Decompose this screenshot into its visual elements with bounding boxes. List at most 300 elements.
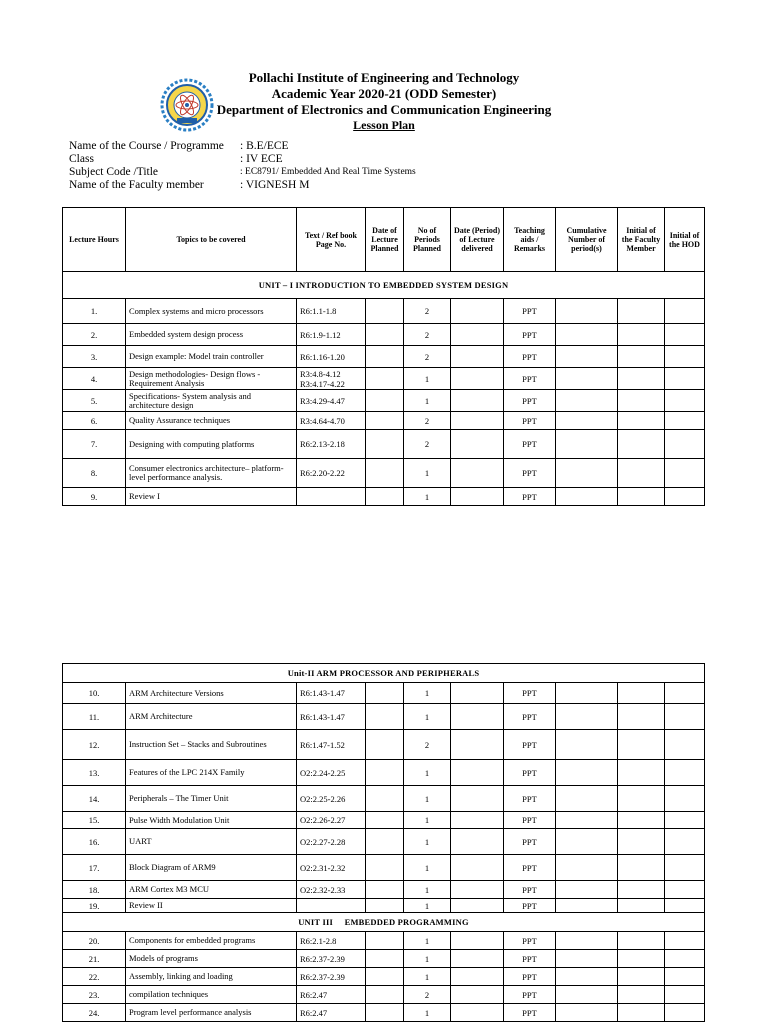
date-planned <box>366 932 404 950</box>
topic: Block Diagram of ARM9 <box>126 855 297 881</box>
date-planned <box>366 986 404 1004</box>
date-planned <box>366 812 404 829</box>
hod-initial <box>665 368 705 390</box>
cumulative-periods <box>556 829 618 855</box>
lecture-number: 13. <box>63 760 126 786</box>
ref-page: R6:2.1-2.8 <box>297 932 366 950</box>
ref-page: R3:4.8-4.12 R3:4.17-4.22 <box>297 368 366 390</box>
cumulative-periods <box>556 986 618 1004</box>
faculty-initial <box>618 459 665 488</box>
teaching-aids: PPT <box>504 459 556 488</box>
ref-page <box>297 488 366 506</box>
date-planned <box>366 704 404 730</box>
faculty-initial <box>618 760 665 786</box>
unit-title: Unit-II ARM PROCESSOR AND PERIPHERALS <box>63 664 705 683</box>
hod-initial <box>665 346 705 368</box>
date-delivered <box>451 683 504 704</box>
topic: Specifications- System analysis and architecture design <box>126 390 297 412</box>
info-value: : EC8791/ Embedded And Real Time Systems <box>240 167 416 177</box>
table-row <box>63 346 705 368</box>
date-planned <box>366 881 404 899</box>
hod-initial <box>665 829 705 855</box>
col-header: Initial of the HOD <box>665 208 705 272</box>
periods-planned: 1 <box>404 1004 451 1022</box>
date-planned <box>366 346 404 368</box>
topic: ARM Cortex M3 MCU <box>126 881 297 899</box>
teaching-aids: PPT <box>504 368 556 390</box>
hod-initial <box>665 430 705 459</box>
date-planned <box>366 899 404 913</box>
faculty-initial <box>618 950 665 968</box>
cumulative-periods <box>556 899 618 913</box>
lesson-plan-table-unit2-3 <box>62 663 705 1022</box>
date-delivered <box>451 488 504 506</box>
teaching-aids: PPT <box>504 760 556 786</box>
periods-planned: 1 <box>404 704 451 730</box>
lecture-number: 5. <box>63 390 126 412</box>
table-row <box>63 812 705 829</box>
ref-page: O2:2.26-2.27 <box>297 812 366 829</box>
topic: UART <box>126 829 297 855</box>
lecture-number: 8. <box>63 459 126 488</box>
date-delivered <box>451 1004 504 1022</box>
info-label: Name of the Course / Programme <box>69 140 224 152</box>
info-value: : B.E/ECE <box>240 140 289 152</box>
topic: Embedded system design process <box>126 324 297 346</box>
periods-planned: 1 <box>404 786 451 812</box>
table-row <box>63 324 705 346</box>
faculty-initial <box>618 346 665 368</box>
periods-planned: 2 <box>404 730 451 760</box>
hod-initial <box>665 459 705 488</box>
periods-planned: 1 <box>404 760 451 786</box>
teaching-aids: PPT <box>504 390 556 412</box>
date-delivered <box>451 829 504 855</box>
date-planned <box>366 368 404 390</box>
cumulative-periods <box>556 683 618 704</box>
periods-planned: 1 <box>404 683 451 704</box>
faculty-initial <box>618 324 665 346</box>
faculty-initial <box>618 899 665 913</box>
lecture-number: 17. <box>63 855 126 881</box>
date-planned <box>366 968 404 986</box>
date-planned <box>366 950 404 968</box>
date-delivered <box>451 786 504 812</box>
periods-planned: 1 <box>404 932 451 950</box>
cumulative-periods <box>556 786 618 812</box>
periods-planned: 1 <box>404 812 451 829</box>
periods-planned: 1 <box>404 459 451 488</box>
ref-page: R6:1.16-1.20 <box>297 346 366 368</box>
ref-page: O2:2.27-2.28 <box>297 829 366 855</box>
lecture-number: 7. <box>63 430 126 459</box>
faculty-initial <box>618 829 665 855</box>
date-planned <box>366 459 404 488</box>
faculty-initial <box>618 299 665 324</box>
date-delivered <box>451 881 504 899</box>
date-delivered <box>451 390 504 412</box>
info-value: : VIGNESH M <box>240 179 310 191</box>
lecture-number: 14. <box>63 786 126 812</box>
info-row <box>69 140 416 153</box>
table-row <box>63 488 705 506</box>
teaching-aids: PPT <box>504 968 556 986</box>
table-row <box>63 704 705 730</box>
hod-initial <box>665 760 705 786</box>
teaching-aids: PPT <box>504 881 556 899</box>
info-label: Subject Code /Title <box>69 166 159 178</box>
topic: Design methodologies- Design flows - Requirement Analysis <box>126 368 297 390</box>
cumulative-periods <box>556 932 618 950</box>
ref-page: R6:1.1-1.8 <box>297 299 366 324</box>
hod-initial <box>665 812 705 829</box>
date-delivered <box>451 950 504 968</box>
periods-planned: 2 <box>404 324 451 346</box>
faculty-initial <box>618 786 665 812</box>
teaching-aids: PPT <box>504 932 556 950</box>
ref-page: R6:1.43-1.47 <box>297 704 366 730</box>
lecture-number: 2. <box>63 324 126 346</box>
periods-planned: 1 <box>404 390 451 412</box>
cumulative-periods <box>556 968 618 986</box>
ref-page: R6:2.47 <box>297 986 366 1004</box>
lecture-number: 18. <box>63 881 126 899</box>
date-delivered <box>451 899 504 913</box>
faculty-initial <box>618 430 665 459</box>
date-planned <box>366 730 404 760</box>
table-row <box>63 412 705 430</box>
date-delivered <box>451 932 504 950</box>
department-name: Department of Electronics and Communication Engineering <box>216 102 552 117</box>
table-row <box>63 899 705 913</box>
teaching-aids: PPT <box>504 704 556 730</box>
hod-initial <box>665 1004 705 1022</box>
hod-initial <box>665 855 705 881</box>
topic: Instruction Set – Stacks and Subroutines <box>126 730 297 760</box>
teaching-aids: PPT <box>504 299 556 324</box>
unit1-body <box>63 272 705 506</box>
topic: ARM Architecture Versions <box>126 683 297 704</box>
teaching-aids: PPT <box>504 488 556 506</box>
table-row <box>63 950 705 968</box>
col-header: No of Periods Planned <box>404 208 451 272</box>
hod-initial <box>665 899 705 913</box>
teaching-aids: PPT <box>504 812 556 829</box>
periods-planned: 1 <box>404 950 451 968</box>
date-delivered <box>451 855 504 881</box>
hod-initial <box>665 412 705 430</box>
faculty-initial <box>618 932 665 950</box>
teaching-aids: PPT <box>504 730 556 760</box>
col-header: Date (Period) of Lecture delivered <box>451 208 504 272</box>
hod-initial <box>665 932 705 950</box>
academic-year: Academic Year 2020-21 (ODD Semester) <box>271 86 497 101</box>
date-delivered <box>451 986 504 1004</box>
periods-planned: 2 <box>404 299 451 324</box>
col-header: Initial of the Faculty Member <box>618 208 665 272</box>
ref-page: R6:2.37-2.39 <box>297 968 366 986</box>
teaching-aids: PPT <box>504 430 556 459</box>
cumulative-periods <box>556 1004 618 1022</box>
table-row <box>63 1004 705 1022</box>
table-row <box>63 430 705 459</box>
table-row <box>63 855 705 881</box>
topic: Review I <box>126 488 297 506</box>
date-delivered <box>451 430 504 459</box>
lecture-number: 6. <box>63 412 126 430</box>
course-info <box>69 140 416 192</box>
ref-page: O2:2.24-2.25 <box>297 760 366 786</box>
topic: Consumer electronics architecture– platform-level performance analysis. <box>126 459 297 488</box>
topic: Design example: Model train controller <box>126 346 297 368</box>
topic: Peripherals – The Timer Unit <box>126 786 297 812</box>
hod-initial <box>665 730 705 760</box>
table-row <box>63 368 705 390</box>
table-row <box>63 683 705 704</box>
cumulative-periods <box>556 299 618 324</box>
lecture-number: 10. <box>63 683 126 704</box>
hod-initial <box>665 786 705 812</box>
date-delivered <box>451 760 504 786</box>
hod-initial <box>665 704 705 730</box>
col-header: Cumulative Number of period(s) <box>556 208 618 272</box>
ref-page: R3:4.64-4.70 <box>297 412 366 430</box>
ref-page: R6:2.47 <box>297 1004 366 1022</box>
cumulative-periods <box>556 730 618 760</box>
info-row <box>69 179 416 192</box>
col-header: Teaching aids / Remarks <box>504 208 556 272</box>
date-delivered <box>451 346 504 368</box>
faculty-initial <box>618 881 665 899</box>
faculty-initial <box>618 986 665 1004</box>
ref-page: R6:1.43-1.47 <box>297 683 366 704</box>
lecture-number: 12. <box>63 730 126 760</box>
cumulative-periods <box>556 704 618 730</box>
table-row <box>63 760 705 786</box>
institute-name: Pollachi Institute of Engineering and Technology <box>248 70 520 85</box>
teaching-aids: PPT <box>504 950 556 968</box>
date-planned <box>366 1004 404 1022</box>
date-delivered <box>451 368 504 390</box>
date-planned <box>366 488 404 506</box>
date-planned <box>366 299 404 324</box>
hod-initial <box>665 390 705 412</box>
faculty-initial <box>618 704 665 730</box>
ref-page: R6:1.47-1.52 <box>297 730 366 760</box>
cumulative-periods <box>556 812 618 829</box>
periods-planned: 1 <box>404 968 451 986</box>
ref-page: O2:2.32-2.33 <box>297 881 366 899</box>
faculty-initial <box>618 1004 665 1022</box>
periods-planned: 1 <box>404 899 451 913</box>
cumulative-periods <box>556 390 618 412</box>
ref-page <box>297 899 366 913</box>
table-row <box>63 730 705 760</box>
date-planned <box>366 683 404 704</box>
info-label: Name of the Faculty member <box>69 179 204 191</box>
topic: Designing with computing platforms <box>126 430 297 459</box>
cumulative-periods <box>556 324 618 346</box>
lecture-number: 21. <box>63 950 126 968</box>
table-row <box>63 881 705 899</box>
teaching-aids: PPT <box>504 829 556 855</box>
faculty-initial <box>618 683 665 704</box>
periods-planned: 1 <box>404 368 451 390</box>
date-planned <box>366 760 404 786</box>
hod-initial <box>665 299 705 324</box>
topic: compilation techniques <box>126 986 297 1004</box>
lecture-number: 1. <box>63 299 126 324</box>
info-row <box>69 166 416 179</box>
cumulative-periods <box>556 855 618 881</box>
lecture-number: 4. <box>63 368 126 390</box>
topic: Models of programs <box>126 950 297 968</box>
unit-title-row <box>63 664 705 683</box>
hod-initial <box>665 488 705 506</box>
hod-initial <box>665 881 705 899</box>
topic: ARM Architecture <box>126 704 297 730</box>
faculty-initial <box>618 368 665 390</box>
lecture-number: 16. <box>63 829 126 855</box>
unit-title: UNIT III EMBEDDED PROGRAMMING <box>63 913 705 932</box>
teaching-aids: PPT <box>504 855 556 881</box>
ref-page: R6:2.13-2.18 <box>297 430 366 459</box>
faculty-initial <box>618 488 665 506</box>
info-value: : IV ECE <box>240 153 283 165</box>
date-delivered <box>451 299 504 324</box>
teaching-aids: PPT <box>504 412 556 430</box>
ref-page: R6:2.37-2.39 <box>297 950 366 968</box>
teaching-aids: PPT <box>504 899 556 913</box>
lecture-number: 24. <box>63 1004 126 1022</box>
lecture-number: 9. <box>63 488 126 506</box>
periods-planned: 2 <box>404 412 451 430</box>
cumulative-periods <box>556 346 618 368</box>
topic: Pulse Width Modulation Unit <box>126 812 297 829</box>
lecture-number: 19. <box>63 899 126 913</box>
faculty-initial <box>618 812 665 829</box>
hod-initial <box>665 950 705 968</box>
table-row <box>63 786 705 812</box>
teaching-aids: PPT <box>504 786 556 812</box>
table-row <box>63 968 705 986</box>
date-planned <box>366 829 404 855</box>
topic: Components for embedded programs <box>126 932 297 950</box>
lecture-number: 3. <box>63 346 126 368</box>
cumulative-periods <box>556 488 618 506</box>
periods-planned: 2 <box>404 986 451 1004</box>
cumulative-periods <box>556 760 618 786</box>
faculty-initial <box>618 390 665 412</box>
teaching-aids: PPT <box>504 683 556 704</box>
col-header: Text / Ref book Page No. <box>297 208 366 272</box>
cumulative-periods <box>556 881 618 899</box>
unit3-body <box>63 913 705 1022</box>
hod-initial <box>665 683 705 704</box>
periods-planned: 1 <box>404 829 451 855</box>
document-title: Lesson Plan <box>353 118 415 132</box>
lesson-plan-table-unit1 <box>62 207 705 506</box>
unit-title: UNIT – I INTRODUCTION TO EMBEDDED SYSTEM DESIGN <box>63 272 705 299</box>
hod-initial <box>665 324 705 346</box>
date-planned <box>366 390 404 412</box>
table-row <box>63 829 705 855</box>
cumulative-periods <box>556 459 618 488</box>
unit-title-row <box>63 913 705 932</box>
topic: Review II <box>126 899 297 913</box>
faculty-initial <box>618 968 665 986</box>
date-delivered <box>451 968 504 986</box>
teaching-aids: PPT <box>504 986 556 1004</box>
table-row <box>63 932 705 950</box>
periods-planned: 2 <box>404 346 451 368</box>
lecture-number: 22. <box>63 968 126 986</box>
date-planned <box>366 412 404 430</box>
col-header: Date of Lecture Planned <box>366 208 404 272</box>
date-delivered <box>451 412 504 430</box>
date-planned <box>366 855 404 881</box>
hod-initial <box>665 986 705 1004</box>
periods-planned: 1 <box>404 855 451 881</box>
topic: Program level performance analysis <box>126 1004 297 1022</box>
info-row <box>69 153 416 166</box>
table-row <box>63 986 705 1004</box>
topic: Quality Assurance techniques <box>126 412 297 430</box>
faculty-initial <box>618 730 665 760</box>
col-header: Lecture Hours <box>63 208 126 272</box>
lecture-number: 15. <box>63 812 126 829</box>
date-planned <box>366 324 404 346</box>
date-planned <box>366 430 404 459</box>
teaching-aids: PPT <box>504 1004 556 1022</box>
faculty-initial <box>618 412 665 430</box>
info-label: Class <box>69 153 94 165</box>
date-delivered <box>451 704 504 730</box>
date-delivered <box>451 459 504 488</box>
table-row <box>63 459 705 488</box>
ref-page: O2:2.25-2.26 <box>297 786 366 812</box>
col-header: Topics to be covered <box>126 208 297 272</box>
topic: Assembly, linking and loading <box>126 968 297 986</box>
lecture-number: 20. <box>63 932 126 950</box>
topic: Complex systems and micro processors <box>126 299 297 324</box>
table-row <box>63 299 705 324</box>
teaching-aids: PPT <box>504 324 556 346</box>
date-delivered <box>451 324 504 346</box>
table-row <box>63 390 705 412</box>
cumulative-periods <box>556 412 618 430</box>
lecture-number: 11. <box>63 704 126 730</box>
periods-planned: 2 <box>404 430 451 459</box>
date-delivered <box>451 730 504 760</box>
date-delivered <box>451 812 504 829</box>
date-planned <box>366 786 404 812</box>
ref-page: R6:2.20-2.22 <box>297 459 366 488</box>
cumulative-periods <box>556 950 618 968</box>
cumulative-periods <box>556 430 618 459</box>
lecture-number: 23. <box>63 986 126 1004</box>
table-header-row <box>63 208 705 272</box>
topic: Features of the LPC 214X Family <box>126 760 297 786</box>
faculty-initial <box>618 855 665 881</box>
periods-planned: 1 <box>404 488 451 506</box>
teaching-aids: PPT <box>504 346 556 368</box>
periods-planned: 1 <box>404 881 451 899</box>
ref-page: O2:2.31-2.32 <box>297 855 366 881</box>
unit2-body <box>63 664 705 913</box>
hod-initial <box>665 968 705 986</box>
ref-page: R6:1.9-1.12 <box>297 324 366 346</box>
